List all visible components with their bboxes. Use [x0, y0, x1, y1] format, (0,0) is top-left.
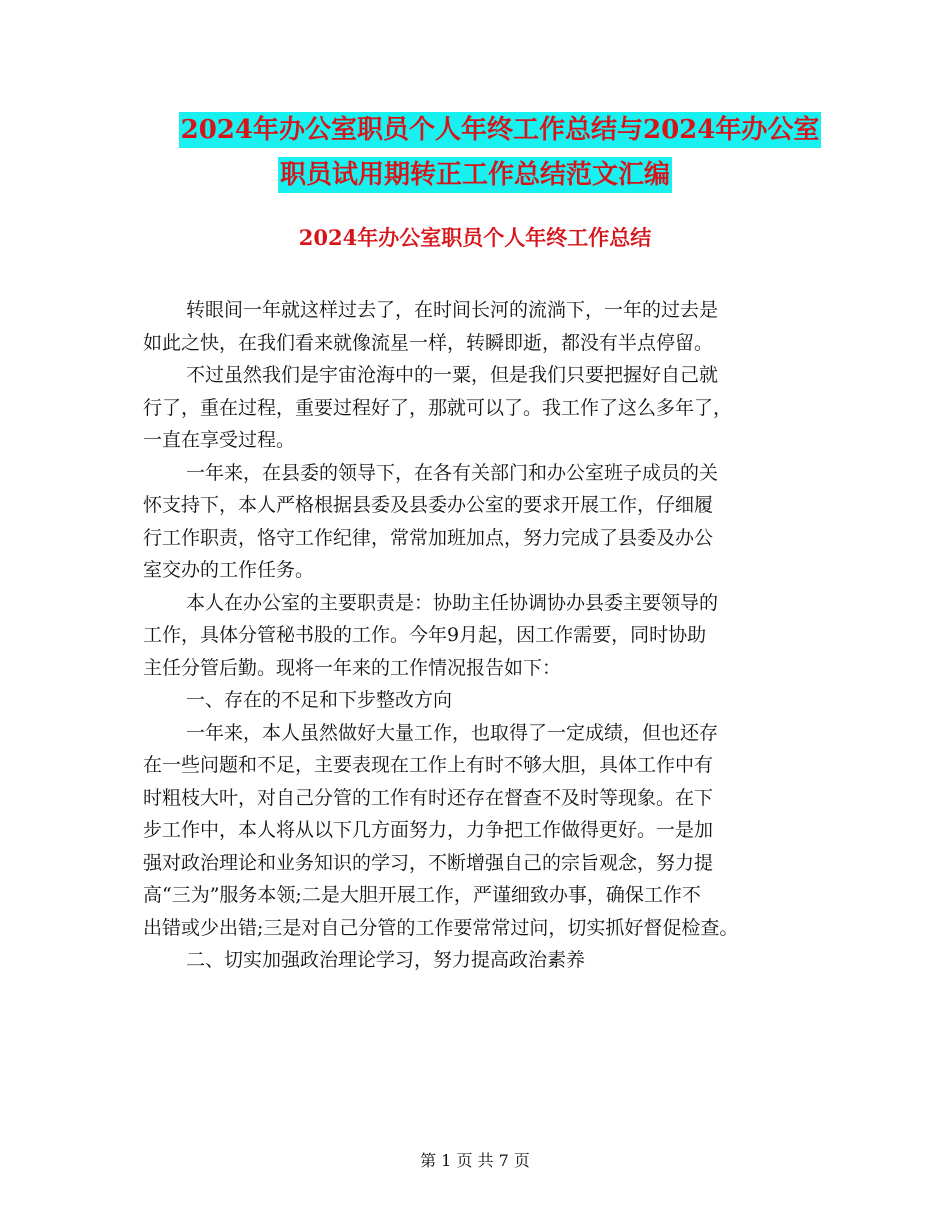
paragraph-line: 一直在享受过程。 — [143, 429, 296, 451]
paragraph-line: 转眼间一年就这样过去了，在时间长河的流淌下，一年的过去是 — [186, 299, 719, 321]
paragraph-line: 步工作中，本人将从以下几方面努力，力争把工作做得更好。一是加 — [143, 819, 714, 841]
paragraph-line: 行了，重在过程，重要过程好了，那就可以了。我工作了这么多年了， — [143, 396, 733, 419]
section-heading: 2024年办公室职员个人年终工作总结 — [298, 225, 652, 250]
subheading-line: 二、切实加强政治理论学习，努力提高政治素养 — [186, 949, 586, 971]
document-title — [0, 112, 950, 193]
paragraph-line: 在一些问题和不足，主要表现在工作上有时不够大胆，具体工作中有 — [143, 754, 714, 776]
paragraph-line: 强对政治理论和业务知识的学习，不断增强自己的宗旨观念，努力提 — [143, 851, 714, 874]
paragraph-line: 工作，具体分管秘书股的工作。今年9月起，因工作需要，同时协助 — [143, 624, 707, 646]
paragraph-line: 主任分管后勤。现将一年来的工作情况报告如下： — [143, 656, 562, 679]
paragraph-line: 时粗枝大叶，对自己分管的工作有时还存在督查不及时等现象。在下 — [143, 786, 714, 809]
paragraph-line: 一年来，本人虽然做好大量工作，也取得了一定成绩，但也还存 — [186, 721, 719, 744]
paragraph-line: 怀支持下，本人严格根据县委及县委办公室的要求开展工作，仔细履 — [143, 494, 714, 516]
paragraph-line: 出错或少出错;三是对自己分管的工作要常常过问，切实抓好督促检查。 — [143, 916, 739, 939]
subheading-line: 一、存在的不足和下步整改方向 — [186, 689, 453, 711]
paragraph-line: 一年来，在县委的领导下，在各有关部门和办公室班子成员的关 — [186, 461, 719, 484]
paragraph-line: 室交办的工作任务。 — [143, 559, 315, 581]
paragraph-line: 本人在办公室的主要职责是：协助主任协调协办县委主要领导的 — [186, 591, 719, 614]
paragraph-line: 如此之快，在我们看来就像流星一样，转瞬即逝，都没有半点停留。 — [143, 331, 714, 354]
body-text — [143, 294, 823, 977]
paragraph-line: 高“三为”服务本领;二是大胆开展工作，严谨细致办事，确保工作不 — [143, 884, 701, 906]
paragraph-line: 不过虽然我们是宇宙沧海中的一粟，但是我们只要把握好自己就 — [186, 364, 719, 386]
page-footer: 第 1 页 共 7 页 — [420, 1151, 530, 1170]
title-line-1: 2024年办公室职员个人年终工作总结与2024年办公室 — [179, 112, 822, 148]
paragraph-line: 行工作职责，恪守工作纪律，常常加班加点，努力完成了县委及办公 — [143, 526, 714, 549]
title-line-2: 职员试用期转正工作总结范文汇编 — [278, 157, 672, 193]
